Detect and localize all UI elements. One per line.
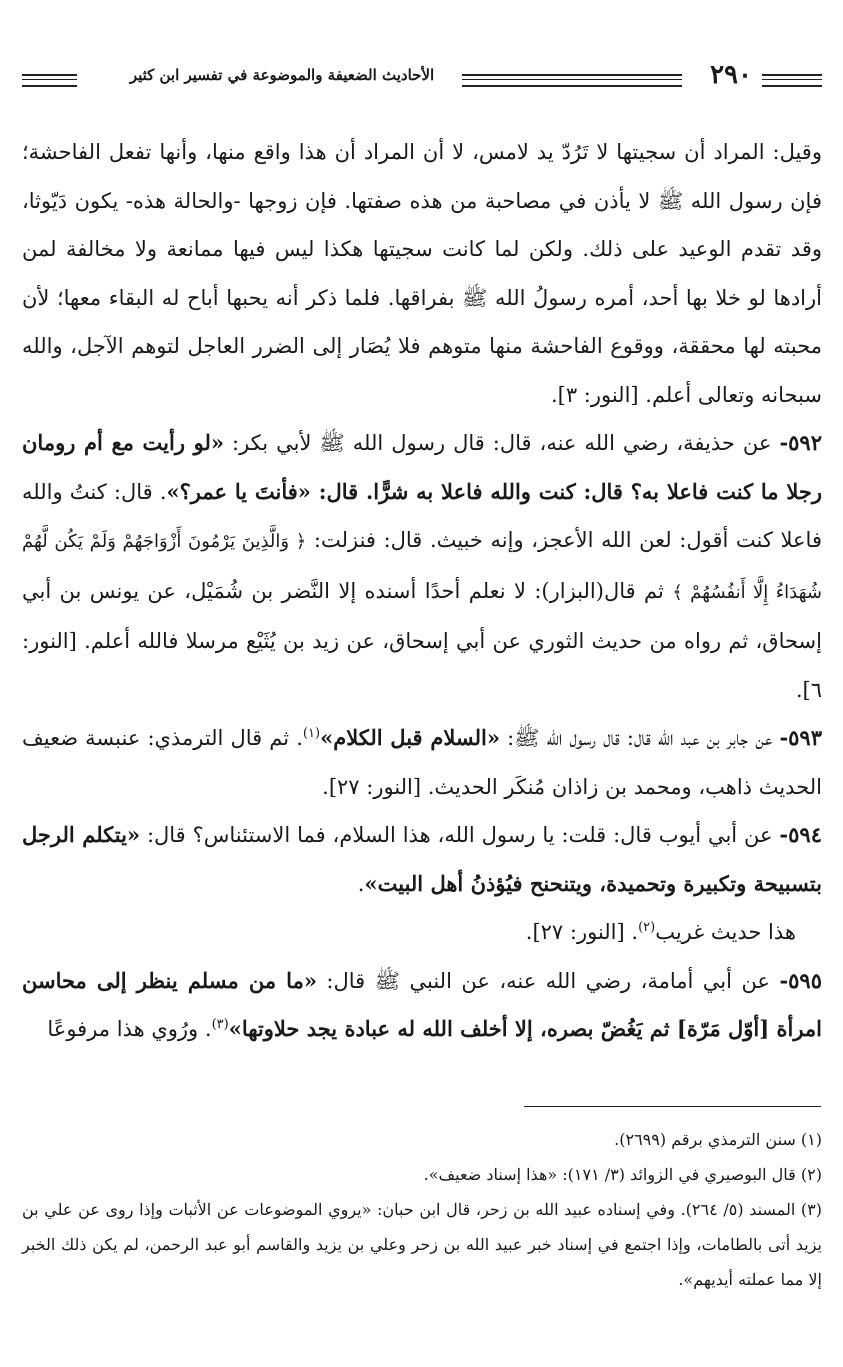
- hadith-commentary: ثم قال(البزار): لا نعلم أحدًا أسنده إلا النَّضر بن شُمَيْل، عن يونس بن أبي إسحاق، ثم رواه من حديث الثوري عن أبي إسحاق، عن زيد بن يُثَيْع مرسلا فالله أعلم. [النور: ٦].: [22, 578, 822, 702]
- footnote-separator: [524, 1106, 821, 1107]
- hadith-isnad: عن أبي أيوب قال: قلت: يا رسول الله، هذا السلام، فما الاستئناس؟ قال:: [140, 823, 780, 847]
- grading-source: . [النور: ٢٧].: [525, 920, 639, 944]
- footnote-ref[interactable]: (٣): [211, 1017, 229, 1032]
- hadith-number: ٥٩٢-: [779, 430, 822, 455]
- footnote-ref[interactable]: (٢): [638, 920, 656, 935]
- main-text: [22, 128, 822, 1054]
- quran-verse: ﴿ وَالَّذِينَ يَرْمُونَ أَزْوَاجَهُمْ وَلَمْ يَكُن لَّهُمْ شُهَدَاءُ إِلَّا أَنفُسُهُمْ ﴾: [22, 531, 822, 603]
- hadith-594: [22, 811, 822, 908]
- footnote-3: (٣) المسند (٥/ ٢٦٤). وفي إسناده عبيد الله بن زحر، قال ابن حبان: «يروي الموضوعات عن الأثبات وإذا روى عن علي بن يزيد أتى بالطامات، وإذا اجتمع في إسناد خبر عبيد الله بن زحر وعلي بن يزيد والقاسم أبو عبد الرحمن، لم يكن ذلك الخبر إلا مما عملته أيديهم».: [22, 1200, 822, 1289]
- hadith-595: [22, 957, 822, 1054]
- header-rule-middle: [462, 74, 682, 87]
- hadith-number: ٥٩٤-: [779, 822, 822, 847]
- footnotes: [22, 1122, 822, 1297]
- header-rule-left: [22, 74, 77, 87]
- hadith-text: .: [357, 871, 365, 896]
- page-number: ٢٩٠: [710, 60, 752, 90]
- header-rule-right: [762, 74, 822, 87]
- hadith-text: . قال: كنتُ والله فاعلا كنت أقول: لعن الله الأعجز، وإنه خبيث. قال: فنزلت:: [22, 479, 822, 552]
- hadith-isnad: عن أبي أمامة، رضي الله عنه، عن النبي ﷺ قال:: [316, 968, 780, 993]
- hadith-number: ٥٩٣-: [779, 725, 822, 750]
- page-header: [22, 62, 822, 102]
- hadith-matn: «يتكلم الرجل بتسبيحة وتكبيرة وتحميدة، ويتنحنح فيُؤذنُ أهل البيت»: [22, 822, 822, 896]
- hadith-matn: «السلام قبل الكلام»: [320, 725, 500, 750]
- hadith-isnad: عن جابر بن عبد الله قال: قال رسول الله ﷺ:: [499, 726, 780, 750]
- hadith-matn: «ما من مسلم ينظر إلى محاسن امرأة [أوّل مَرّة] ثم يَغُضّ بصره، إلا أخلف الله له عبادة يجد حلاوتها»: [22, 967, 822, 1041]
- hadith-594-grading: [22, 908, 822, 957]
- running-title: الأحاديث الضعيفة والموضوعة في تفسير ابن كثير: [129, 66, 435, 84]
- hadith-commentary: . ثم قال الترمذي: عنبسة ضعيف الحديث ذاهب، ومحمد بن زاذان مُنكَر الحديث. [النور: ٢٧].: [22, 726, 822, 799]
- intro-paragraph: وقيل: المراد أن سجيتها لا تَرُدّ يد لامس، لا أن المراد أن هذا واقع منها، وأنها تفعل الفاحشة؛ فإن رسول الله ﷺ لا يأذن في مصاحبة من هذه صفتها. فإن زوجها -والحالة هذه- يكون دَيّوثا، وقد تقدم الوعيد على ذلك. ولكن لما كانت سجيتها هكذا ليس فيها ممانعة ولا مخالفة لمن أرادها لو خلا بها أحد، أمره رسولُ الله ﷺ بفراقها. فلما ذكر أنه يحبها أباح له البقاء معها؛ لأن محبته لها محققة، ووقوع الفاحشة منها متوهم فلا يُصَار إلى الضرر العاجل لتوهم الآجل، والله سبحانه وتعالى أعلم. [النور: ٣].: [22, 140, 822, 407]
- hadith-592: [22, 419, 822, 714]
- hadith-matn: «لو رأيت مع أم رومان رجلا ما كنت فاعلا به؟ قال: كنت والله فاعلا به شرًّا. قال: «فأنتَ يا عمر؟»: [22, 430, 822, 504]
- footnote-2: (٢) قال البوصيري في الزوائد (٣/ ١٧١): «هذا إسناد ضعيف».: [423, 1165, 822, 1184]
- hadith-number: ٥٩٥-: [779, 967, 822, 993]
- hadith-593: [22, 714, 822, 811]
- footnote-ref[interactable]: (١): [302, 726, 321, 741]
- hadith-text: . ورُوي هذا مرفوعًا: [47, 1017, 212, 1041]
- hadith-isnad: عن حذيفة، رضي الله عنه، قال: قال رسول الله ﷺ لأبي بكر:: [223, 431, 780, 455]
- footnote-1: (١) سنن الترمذي برقم (٢٦٩٩).: [614, 1130, 822, 1149]
- grading-text: هذا حديث غريب: [655, 920, 796, 944]
